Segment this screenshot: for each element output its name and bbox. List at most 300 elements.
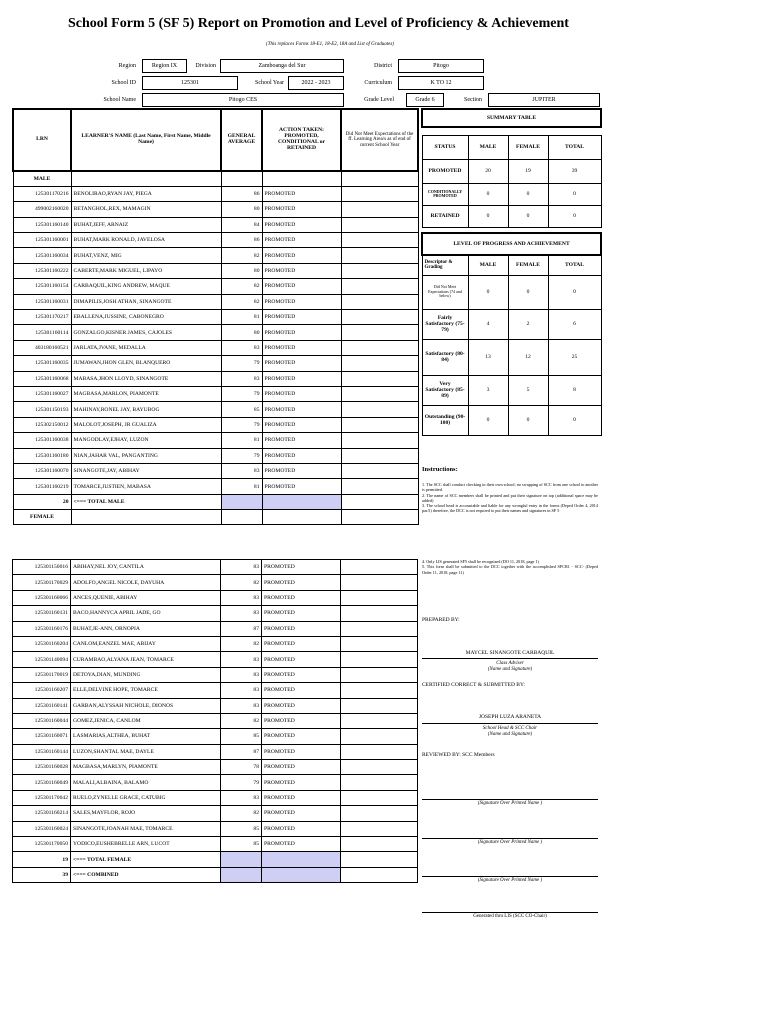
learner-dnme [341, 202, 418, 217]
head-signature-line [422, 723, 598, 724]
table-row [13, 294, 418, 309]
progress-row-total: 6 [548, 309, 601, 339]
table-row [13, 560, 418, 575]
progress-row-label: Satisfactory (80-84) [422, 339, 468, 375]
learner-action: PROMOTED [262, 683, 341, 698]
progress-row-female: 12 [508, 339, 548, 375]
learner-lrn: 125301160204 [13, 636, 71, 651]
learner-lrn: 125301160038 [13, 433, 71, 448]
learner-dnme [341, 821, 418, 836]
progress-row-total: 0 [548, 275, 601, 309]
learner-dnme [341, 371, 418, 386]
summary-row-female: 19 [508, 159, 548, 183]
progress-row-total: 0 [548, 405, 601, 435]
table-row [13, 821, 418, 836]
learner-average: 86 [221, 233, 262, 248]
learner-dnme [341, 402, 418, 417]
table-row [13, 279, 418, 294]
member-sig-caption-1: (Signature Over Printed Name ) [477, 801, 543, 806]
learner-average: 82 [221, 806, 262, 821]
learner-average: 87 [221, 621, 262, 636]
learner-action: PROMOTED [262, 621, 341, 636]
learner-lrn: 125301170042 [13, 790, 71, 805]
summary-total-header: TOTAL [548, 135, 601, 159]
learner-action: PROMOTED [262, 744, 341, 759]
learner-action: PROMOTED [262, 248, 341, 263]
learner-name: BACO,HANNYCA APRIL JADE, GO [71, 606, 221, 621]
adviser-name: MAYCEL SINANGOTE CARBAQUIL [465, 650, 555, 656]
learner-name: CURAMBAO,ALYANA JEAN, TOMARCE [71, 652, 221, 667]
progress-row [422, 405, 601, 435]
learner-name: SINANGOTE,JOANAH MAE, TOMARCE [71, 821, 221, 836]
learner-average: 82 [221, 713, 262, 728]
learner-average: 82 [221, 294, 262, 309]
table-row [13, 186, 418, 201]
col-action: ACTION TAKEN: PROMOTED, CONDITIONAL or RETAINED [262, 109, 341, 171]
learner-lrn: 499002160020 [13, 202, 71, 217]
summary-row [422, 159, 601, 183]
learner-dnme [341, 479, 418, 494]
table-row [13, 263, 418, 278]
table-row [13, 698, 418, 713]
instructions-title: Instructions: [422, 466, 458, 473]
total-female-count: 19 [13, 852, 71, 867]
learner-lrn: 125301160207 [13, 683, 71, 698]
learner-dnme [341, 575, 418, 590]
col-lrn: LRN [13, 109, 71, 171]
learner-lrn: 125302150012 [13, 417, 71, 432]
table-row [13, 606, 418, 621]
progress-row-female: 0 [508, 275, 548, 309]
learner-lrn: 125301150193 [13, 402, 71, 417]
progress-row [422, 375, 601, 405]
learner-lrn: 125301160034 [13, 248, 71, 263]
learner-dnme [341, 636, 418, 651]
learner-average: 82 [221, 575, 262, 590]
learner-action: PROMOTED [262, 433, 341, 448]
table-row [13, 744, 418, 759]
learner-average: 83 [221, 371, 262, 386]
learner-name: CANLOM,EANZEL MAE, ABIJAY [71, 636, 221, 651]
table-row [13, 775, 418, 790]
instruction-2: 2. The name of SCC members shall be printed and put their signature on top (additional space may be added) [422, 492, 598, 503]
learner-name: MALALI,ALBAINA, BALAMO [71, 775, 221, 790]
table-row [13, 575, 418, 590]
learner-action: PROMOTED [262, 294, 341, 309]
learner-average: 83 [221, 606, 262, 621]
learner-lrn: 125301170050 [13, 837, 71, 852]
learner-action: PROMOTED [262, 463, 341, 478]
table-row [13, 233, 418, 248]
learner-dnme [341, 806, 418, 821]
progress-rows [422, 275, 601, 435]
learner-average: 79 [221, 417, 262, 432]
learner-action: PROMOTED [262, 263, 341, 278]
generated-caption: Generated thru LIS (SCC CO-Chair) [473, 914, 547, 919]
male-rows [13, 186, 418, 494]
summary-row-label: CONDITIONALLY PROMOTED [422, 183, 468, 205]
summary-row-male: 0 [468, 183, 508, 205]
learner-lrn: 125301160180 [13, 448, 71, 463]
summary-rows [422, 159, 601, 227]
table-row [13, 760, 418, 775]
form-title: School Form 5 (SF 5) Report on Promotion and Level of Proficiency & Achievement [68, 16, 569, 31]
table-row [13, 217, 418, 232]
progress-total-header: TOTAL [548, 255, 601, 275]
member-sig-caption-2: (Signature Over Printed Name ) [477, 840, 543, 845]
learner-action: PROMOTED [262, 698, 341, 713]
table-row [13, 463, 418, 478]
table-row [13, 386, 418, 401]
learner-lrn: 125301150016 [13, 560, 71, 575]
learner-lrn: 125301160066 [13, 590, 71, 605]
learner-name: JUMAWAN,JHON GLEN, BLANQUERO [71, 356, 221, 371]
learner-average: 83 [221, 463, 262, 478]
learner-name: EBALLENA,JUSSINE, CABONEGRO [71, 310, 221, 325]
learner-dnme [341, 217, 418, 232]
school-name-label: School Name [103, 97, 136, 103]
grade-level-field: Grade 6 [406, 93, 444, 107]
learner-lrn: 125301160028 [13, 760, 71, 775]
prepared-by-label: PREPARED BY: [422, 617, 460, 623]
learner-average: 87 [221, 744, 262, 759]
learners-table-male [12, 108, 419, 525]
female-rows [13, 560, 418, 852]
adviser-signature-line [422, 658, 598, 659]
table-row [13, 448, 418, 463]
region-field: Region IX [142, 59, 187, 73]
learner-lrn: 125301160131 [13, 606, 71, 621]
learner-lrn: 403180160521 [13, 340, 71, 355]
learners-table-female [12, 559, 418, 883]
learner-dnme [341, 310, 418, 325]
learner-dnme [341, 263, 418, 278]
combined-count: 39 [13, 867, 71, 882]
learner-dnme [341, 744, 418, 759]
learner-name: ADOLFO,ANGEL NICOLE, DAYUHA [71, 575, 221, 590]
learner-dnme [341, 729, 418, 744]
learner-lrn: 125301160027 [13, 386, 71, 401]
learner-average: 79 [221, 356, 262, 371]
combined-label: <=== COMBINED [71, 867, 221, 882]
learner-average: 79 [221, 775, 262, 790]
male-section-label: MALE [13, 171, 71, 186]
table-row [13, 683, 418, 698]
learner-name: MAGBASA,MARLON, PIAMONTE [71, 386, 221, 401]
instruction-1: 1. The SCC shall conduct checking in their own school; no swapping of SCC from one school to another is permitted. [422, 482, 598, 493]
progress-row [422, 309, 601, 339]
learner-action: PROMOTED [262, 760, 341, 775]
learner-name: SALES,MAYFLOR, ROJO [71, 806, 221, 821]
learner-average: 79 [221, 386, 262, 401]
learner-lrn: 125301170217 [13, 310, 71, 325]
learner-name: DETOYA,DIAN, MUNDING [71, 667, 221, 682]
learner-name: ABIHAY,NEL JOY, CANTILA [71, 560, 221, 575]
instructions-body-continued [422, 559, 598, 579]
region-label: Region [118, 63, 136, 69]
member-sig-caption-3: (Signature Over Printed Name ) [477, 878, 543, 883]
learner-lrn: 125301160068 [13, 371, 71, 386]
learner-action: PROMOTED [262, 560, 341, 575]
learner-name: LUZON,SHANTAL MAE, DAYLE [71, 744, 221, 759]
learner-dnme [341, 837, 418, 852]
total-male-label: <=== TOTAL MALE [71, 494, 221, 509]
learner-average: 83 [221, 340, 262, 355]
learner-name: YODICO,EUSHEBRELLE ARN, LUCOT [71, 837, 221, 852]
progress-row-label: Very Satisfactory (85-89) [422, 375, 468, 405]
progress-row-female: 2 [508, 309, 548, 339]
learner-lrn: 125301160024 [13, 821, 71, 836]
summary-row-label: RETAINED [422, 205, 468, 227]
summary-row-total: 0 [548, 183, 601, 205]
learner-lrn: 125301160141 [13, 698, 71, 713]
learner-lrn: 125301160140 [13, 217, 71, 232]
learner-lrn: 125301170216 [13, 186, 71, 201]
progress-descriptor-header: Descriptor & Grading [422, 255, 468, 275]
summary-row-label: PROMOTED [422, 159, 468, 183]
learner-average: 85 [221, 821, 262, 836]
learner-average: 85 [221, 402, 262, 417]
table-row [13, 433, 418, 448]
section-field: JUPITER [488, 93, 600, 107]
learner-dnme [341, 279, 418, 294]
learner-dnme [341, 417, 418, 432]
learner-action: PROMOTED [262, 417, 341, 432]
learner-average: 80 [221, 325, 262, 340]
learner-action: PROMOTED [262, 652, 341, 667]
summary-title: SUMMARY TABLE [422, 109, 601, 127]
learner-lrn: 125301160176 [13, 621, 71, 636]
learner-name: MANGODLAY,EJHAY, LUZON [71, 433, 221, 448]
learner-action: PROMOTED [262, 356, 341, 371]
table-row [13, 729, 418, 744]
learner-action: PROMOTED [262, 667, 341, 682]
adviser-role: Class Adviser (Name and Signature) [487, 661, 533, 672]
learner-dnme [341, 448, 418, 463]
learner-average: 78 [221, 760, 262, 775]
summary-row-total: 39 [548, 159, 601, 183]
table-row [13, 837, 418, 852]
table-row [13, 621, 418, 636]
division-label: Division [195, 63, 216, 69]
progress-row-label: Did Not Meet Expectations (74 and below) [422, 275, 468, 309]
progress-row [422, 339, 601, 375]
instruction-4: 4. Only LIS generated SF5 shall be recognized (DO 11, 2018, page 1) [422, 559, 539, 564]
progress-row-total: 8 [548, 375, 601, 405]
generated-line [422, 912, 598, 913]
learner-lrn: 125301160035 [13, 356, 71, 371]
progress-title: LEVEL OF PROGRESS AND ACHIEVEMENT [422, 233, 601, 255]
section-label: Section [464, 97, 482, 103]
table-row [13, 356, 418, 371]
school-year-label: School Year [254, 80, 284, 86]
learner-average: 82 [221, 248, 262, 263]
learner-action: PROMOTED [262, 479, 341, 494]
learner-name: LASMARIAS,ALTHEA, BUHAT [71, 729, 221, 744]
learner-name: BETANGHOL,REX, MAMAGIN [71, 202, 221, 217]
member-signature-line-3 [422, 876, 598, 877]
learner-lrn: 125301160214 [13, 806, 71, 821]
table-row [13, 713, 418, 728]
summary-female-header: FEMALE [508, 135, 548, 159]
certified-label: CERTIFIED CORRECT & SUBMITTED BY: [422, 682, 525, 688]
learner-average: 80 [221, 263, 262, 278]
learner-action: PROMOTED [262, 186, 341, 201]
learner-action: PROMOTED [262, 713, 341, 728]
learner-lrn: 125301160222 [13, 263, 71, 278]
learner-dnme [341, 760, 418, 775]
learner-dnme [341, 790, 418, 805]
summary-status-header: STATUS [422, 135, 468, 159]
learner-name: MAGBASA,MARLYN, PIAMONTE [71, 760, 221, 775]
learner-action: PROMOTED [262, 371, 341, 386]
learner-dnme [341, 775, 418, 790]
school-name-field: Pitogo CES [142, 93, 344, 107]
learner-action: PROMOTED [262, 448, 341, 463]
learner-name: ANCES,QUENIE, ABIHAY [71, 590, 221, 605]
total-male-count: 20 [13, 494, 71, 509]
learner-name: BUHAT,JEFF, ARNAIZ [71, 217, 221, 232]
learner-action: PROMOTED [262, 325, 341, 340]
progress-row-female: 0 [508, 405, 548, 435]
learner-name: JARLATA,JVANE, MEDALLA [71, 340, 221, 355]
learner-average: 80 [221, 202, 262, 217]
summary-row-total: 0 [548, 205, 601, 227]
learner-action: PROMOTED [262, 606, 341, 621]
learner-lrn: 125301170029 [13, 575, 71, 590]
progress-row-label: Outstanding (90-100) [422, 405, 468, 435]
progress-row-total: 25 [548, 339, 601, 375]
summary-male-header: MALE [468, 135, 508, 159]
learner-name: TOMARCE,JUSTIEN, MABASA [71, 479, 221, 494]
learner-name: GARBAN,ALYSSAH NICHOLE, DIONOS [71, 698, 221, 713]
summary-row-male: 0 [468, 205, 508, 227]
learner-lrn: 125301160071 [13, 729, 71, 744]
learner-action: PROMOTED [262, 729, 341, 744]
learner-average: 81 [221, 433, 262, 448]
learner-action: PROMOTED [262, 590, 341, 605]
learner-action: PROMOTED [262, 806, 341, 821]
progress-row-male: 0 [468, 275, 508, 309]
district-label: District [374, 63, 392, 69]
learner-average: 83 [221, 790, 262, 805]
learner-average: 85 [221, 729, 262, 744]
learner-average: 83 [221, 683, 262, 698]
learner-name: MAHINAY,RONEL JAY, BAYUBOG [71, 402, 221, 417]
learner-action: PROMOTED [262, 636, 341, 651]
female-section-label: FEMALE [13, 510, 71, 525]
learner-average: 79 [221, 448, 262, 463]
progress-row-male: 13 [468, 339, 508, 375]
table-row [13, 790, 418, 805]
total-female-label: <=== TOTAL FEMALE [71, 852, 221, 867]
col-average: GENERAL AVERAGE [221, 109, 262, 171]
progress-row-label: Fairly Satisfactory (75-79) [422, 309, 468, 339]
col-dnme: Did Not Meet Expectations of the ff. Learning Area/s as of end of current School Year [341, 109, 418, 171]
progress-row-female: 5 [508, 375, 548, 405]
learner-dnme [341, 713, 418, 728]
learner-lrn: 125301160001 [13, 233, 71, 248]
instruction-5: 5. This form shall be submitted to the DCC together with the accomplished SFCR1 - SCC- (Deped Order 11, 2018, page 11) [422, 564, 598, 575]
grade-level-label: Grade Level [364, 97, 394, 103]
learner-lrn: 125301160154 [13, 279, 71, 294]
learner-average: 81 [221, 479, 262, 494]
learner-average: 86 [221, 186, 262, 201]
learner-action: PROMOTED [262, 340, 341, 355]
learner-dnme [341, 248, 418, 263]
learner-dnme [341, 621, 418, 636]
learner-name: BUHAT,JE-ANN, ORNOPIA [71, 621, 221, 636]
learner-average: 83 [221, 652, 262, 667]
learner-lrn: 125301160044 [13, 713, 71, 728]
head-name: JOSEPH LUZA ARANETA [478, 714, 542, 720]
learner-dnme [341, 233, 418, 248]
learner-name: NIAN,JAHAR VAL, PANGANTING [71, 448, 221, 463]
learner-lrn: 125301170019 [13, 667, 71, 682]
summary-row-male: 20 [468, 159, 508, 183]
learner-action: PROMOTED [262, 775, 341, 790]
learner-name: BENOLIRAO,RYAN JAY, PIEGA [71, 186, 221, 201]
learner-name: BUHAT,MARK RONALD, JAVELOSA [71, 233, 221, 248]
learner-dnme [341, 433, 418, 448]
learner-dnme [341, 356, 418, 371]
learner-action: PROMOTED [262, 402, 341, 417]
learner-lrn: 125301160219 [13, 479, 71, 494]
progress-row-male: 4 [468, 309, 508, 339]
district-field: Pitogo [398, 59, 484, 73]
table-row [13, 590, 418, 605]
member-signature-line-1 [422, 799, 598, 800]
instructions-body [422, 482, 598, 556]
learner-dnme [341, 186, 418, 201]
table-row [13, 402, 418, 417]
curriculum-field: K TO 12 [398, 76, 484, 90]
reviewed-label: REVIEWED BY: SCC Members [422, 752, 495, 758]
learner-average: 84 [221, 217, 262, 232]
learner-lrn: 125301160049 [13, 775, 71, 790]
summary-table [421, 108, 602, 436]
learner-name: GONZALGO,KISNER JAMES, CAJOLES [71, 325, 221, 340]
learner-dnme [341, 652, 418, 667]
learner-name: SINANGOTE,JAY, ABIHAY [71, 463, 221, 478]
curriculum-label: Curriculum [364, 80, 392, 86]
learner-dnme [341, 560, 418, 575]
learner-action: PROMOTED [262, 217, 341, 232]
learner-action: PROMOTED [262, 386, 341, 401]
col-name: LEARNER'S NAME (Last Name, First Name, Middle Name) [71, 109, 221, 171]
learner-action: PROMOTED [262, 279, 341, 294]
learner-name: CARBAQUIL,KING ANDREW, MAQUE [71, 279, 221, 294]
table-row [13, 340, 418, 355]
division-field: Zamboanga del Sur [220, 59, 344, 73]
learner-dnme [341, 606, 418, 621]
learner-action: PROMOTED [262, 837, 341, 852]
learner-dnme [341, 463, 418, 478]
learner-lrn: 125301160144 [13, 744, 71, 759]
learner-average: 82 [221, 636, 262, 651]
learner-average: 82 [221, 279, 262, 294]
learner-dnme [341, 683, 418, 698]
learner-average: 81 [221, 310, 262, 325]
learner-action: PROMOTED [262, 233, 341, 248]
table-row [13, 479, 418, 494]
table-row [13, 667, 418, 682]
learner-dnme [341, 590, 418, 605]
learner-dnme [341, 667, 418, 682]
learner-action: PROMOTED [262, 821, 341, 836]
school-id-field: 125301 [142, 76, 238, 90]
learner-lrn: 125301140094 [13, 652, 71, 667]
